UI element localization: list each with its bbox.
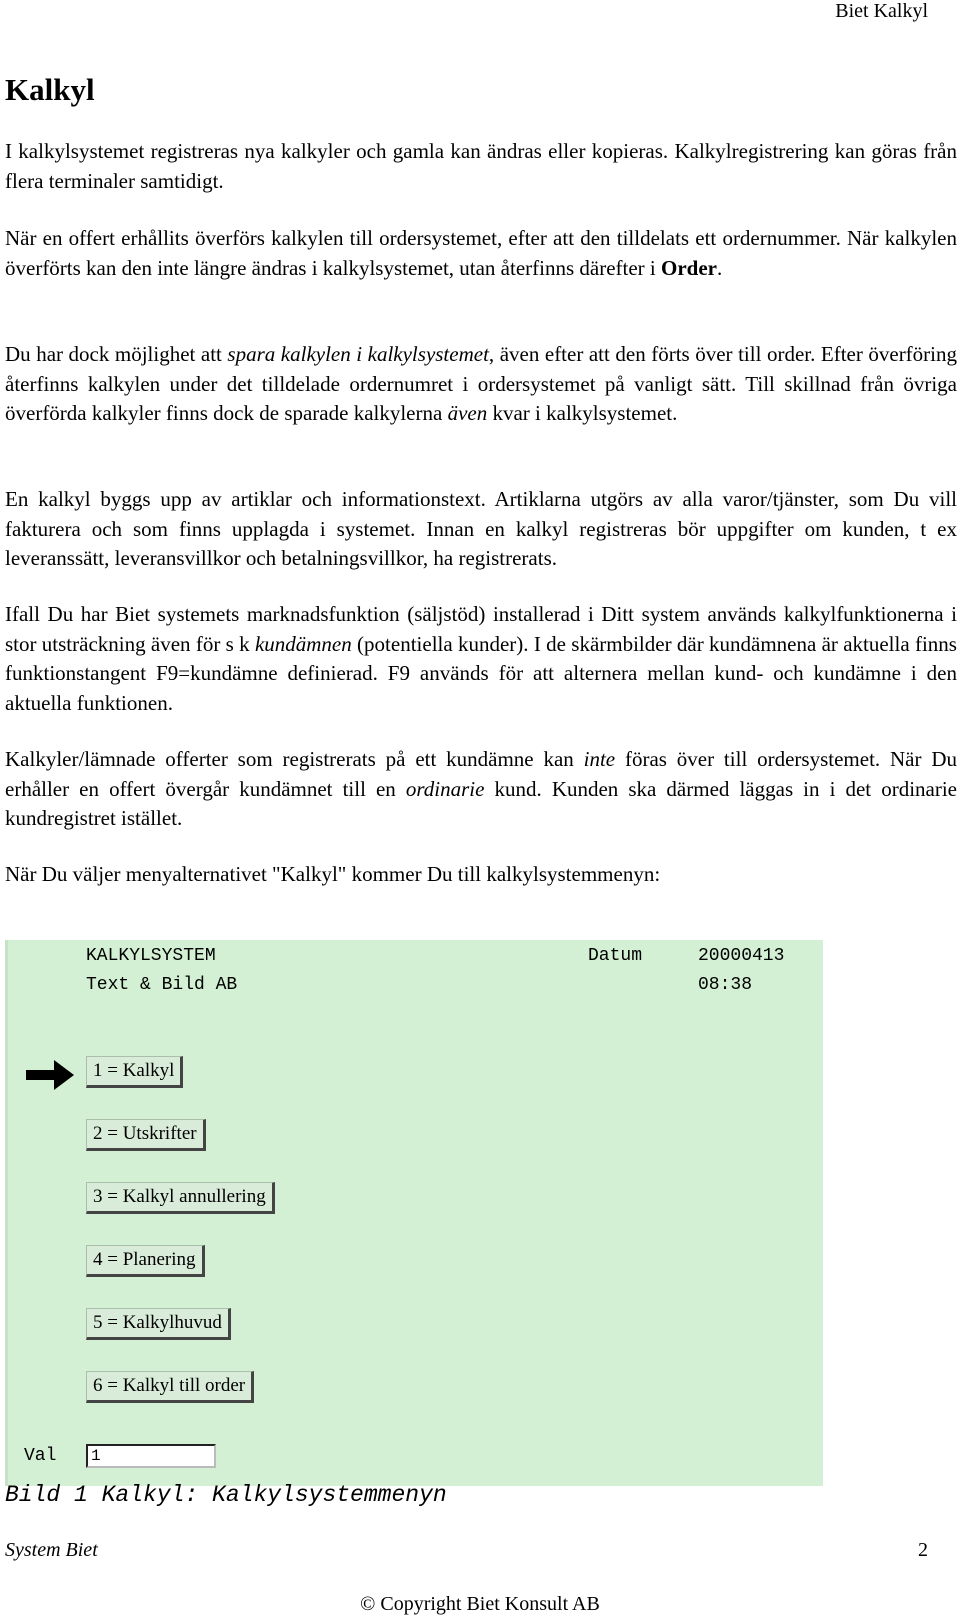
paragraph-1 xyxy=(5,137,957,196)
paragraph-5 xyxy=(5,600,957,718)
paragraph-6-emphasis-2: ordinarie xyxy=(405,776,485,801)
paragraph-4 xyxy=(5,485,957,574)
page-number: 2 xyxy=(918,1539,928,1561)
paragraph-3-emphasis-1: spara kalkylen i kalkylsystemet xyxy=(227,342,489,366)
menu-item-kalkyl[interactable]: 1 = Kalkyl xyxy=(86,1056,183,1088)
selection-input[interactable] xyxy=(86,1444,216,1468)
selection-label: Val xyxy=(24,1446,57,1466)
paragraph-5-emphasis: kundämnen xyxy=(254,631,352,656)
paragraph-6-emphasis-1: inte xyxy=(583,747,616,771)
paragraph-3-text-c: , även efter att den förts över till order. Efter överföring återfinns kalkylen under det tilldelade ordernumret i ordersystemet på vanligt sätt. Till skillnad från övriga överförda kalkyler finns dock de sparade kalkylerna xyxy=(5,342,958,425)
paragraph-5-text-a: Ifall Du har Biet systemets marknadsfunktion (säljstöd) installerad i Ditt system används kalkylfunktionerna i stor utsträckning även för s k xyxy=(5,602,957,656)
kalkyl-menu-screen xyxy=(5,940,823,1486)
paragraph-4-text: En kalkyl byggs upp av artiklar och informationstext. Artiklarna utgörs av alla varor/tjänster, som Du vill fakturera och som finns upplagda i systemet. Innan en kalkyl registreras bör uppgifter om kunden, t ex leveranssätt, leveransvillkor och betalningsvillkor, ha registrerats. xyxy=(5,487,957,570)
paragraph-6 xyxy=(5,745,957,834)
system-title: KALKYLSYSTEM xyxy=(86,946,216,966)
order-term: Order xyxy=(661,255,717,280)
paragraph-2 xyxy=(5,224,957,283)
menu-item-kalkyl-annullering[interactable]: 3 = Kalkyl annullering xyxy=(86,1182,275,1214)
menu-item-planering[interactable]: 4 = Planering xyxy=(86,1245,205,1277)
menu-item-kalkyl-till-order[interactable]: 6 = Kalkyl till order xyxy=(86,1371,254,1403)
footer-system: System Biet xyxy=(5,1539,98,1561)
paragraph-7-text: När Du väljer menyalternativet "Kalkyl" kommer Du till kalkylsystemmenyn: xyxy=(5,862,661,886)
menu-item-kalkylhuvud[interactable]: 5 = Kalkylhuvud xyxy=(86,1308,231,1340)
paragraph-6-text-c: föras över till ordersystemet. När Du erhåller en offert övergår kundämnet till en xyxy=(5,747,957,801)
date-label: Datum xyxy=(588,946,643,966)
header-doc-title: Biet Kalkyl xyxy=(835,0,928,22)
paragraph-5-text-c: (potentiella kunder). I de skärmbilder där kundämnena är aktuella finns funktionstangent F9=kundämne definierad. F9 används för att alternera mellan kund- och kundämne i den aktuella funktionen. xyxy=(5,631,957,715)
paragraph-3-emphasis-2: även xyxy=(447,401,488,425)
paragraph-6-text-e: kund. Kunden ska därmed läggas in i det ordinarie kundregistret istället. xyxy=(5,776,957,830)
figure-caption: Bild 1 Kalkyl: Kalkylsystemmenyn xyxy=(5,1482,447,1508)
paragraph-2-text-c: . xyxy=(717,255,723,280)
page-title: Kalkyl xyxy=(5,72,95,107)
paragraph-1-text: I kalkylsystemet registreras nya kalkyler och gamla kan ändras eller kopieras. Kalkylregistrering kan göras från flera terminaler samtidigt. xyxy=(5,139,957,193)
menu-item-utskrifter[interactable]: 2 = Utskrifter xyxy=(86,1119,206,1151)
company-name: Text & Bild AB xyxy=(86,975,238,995)
paragraph-7 xyxy=(5,860,957,890)
paragraph-3 xyxy=(5,340,957,429)
time-value: 08:38 xyxy=(698,975,753,995)
paragraph-6-text-a: Kalkyler/lämnade offerter som registrerats på ett kundämne kan xyxy=(5,747,584,771)
paragraph-3-text-a: Du har dock möjlighet att xyxy=(5,342,228,366)
paragraph-3-text-e: kvar i kalkylsystemet. xyxy=(487,401,678,425)
right-arrow-icon xyxy=(26,1060,74,1090)
paragraph-2-text-a: När en offert erhållits överförs kalkylen till ordersystemet, efter att den tilldelats ett ordernummer. När kalkylen överförts kan den inte längre ändras i kalkylsystemet, utan återfinns därefter i xyxy=(5,226,957,280)
copyright: © Copyright Biet Konsult AB xyxy=(360,1593,600,1615)
date-value: 20000413 xyxy=(698,946,785,966)
